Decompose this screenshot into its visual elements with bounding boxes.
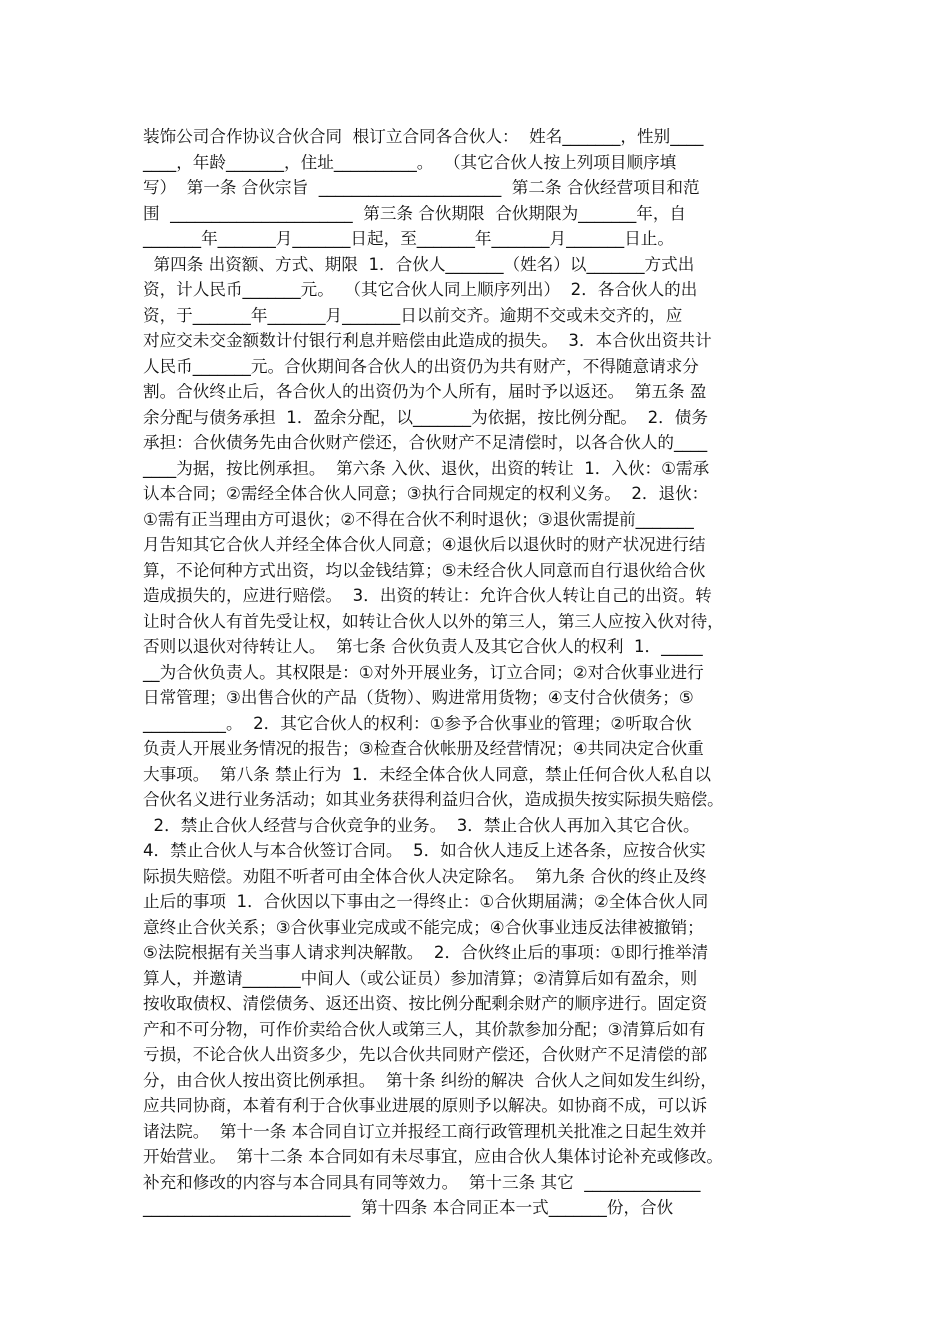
text-line: 合伙名义进行业务活动；如其业务获得利益归合伙，造成损失按实际损失赔偿。 [143,790,724,809]
text-line: 算人，并邀请_______中间人（或公证员）参加清算；②清算后如有盈余，则 [143,968,698,988]
text-line: 承担：合伙债务先由合伙财产偿还，合伙财产不足清偿时，以各合伙人的____ [143,433,708,452]
text-line: __为合伙负责人。其权限是：①对外开展业务，订立合同；②对合伙事业进行 [143,662,704,682]
text-line: 4．禁止合伙人与本合伙签订合同。 5．如合伙人违反上述各条，应按合伙实 [143,841,706,860]
text-line: 割。合伙终止后，各合伙人的出资仍为个人所有，届时予以返还。 第五条 盈 [143,382,707,401]
text-line: 造成损失的，应进行赔偿。 3．出资的转让：允许合伙人转让自己的出资。转 [143,586,712,605]
text-line: 写） 第一条 合伙宗旨 ______________________ 第二条 合伙经营项目和范 [143,178,700,197]
text-line: ____为据，按比例承担。 第六条 入伙、退伙，出资的转让 1．入伙：①需承 [143,458,710,478]
text-line: 2．禁止合伙人经营与合伙竞争的业务。 3．禁止合伙人再加入其它合伙。 [143,815,700,835]
text-line: 装饰公司合作协议合伙合同 根订立合同各合伙人： 姓名_______，性别____ [143,127,704,146]
text-line: ⑤法院根据有关当事人请求判决解散。 2．合伙终止后的事项：①即行推举清 [143,943,709,962]
text-line: 围 ______________________ 第三条 合伙期限 合伙期限为_______年，自 [143,203,687,223]
text-line: 对应交未交金额数计付银行利息并赔偿由此造成的损失。 3．本合伙出资共计 [143,331,712,350]
text-line: 应共同协商，本着有利于合伙事业进展的原则予以解决。如协商不成，可以诉 [143,1096,708,1115]
contract-body [143,124,811,1221]
text-line: 亏损，不论合伙人出资多少，先以合伙共同财产偿还，合伙财产不足清偿的部 [143,1045,708,1064]
text-line: 分，由合伙人按出资比例承担。 第十条 纠纷的解决 合伙人之间如发生纠纷， [143,1070,717,1090]
text-line: 按收取债权、清偿债务、返还出资、按比例分配剩余财产的顺序进行。固定资 [143,994,708,1013]
text-line: 诸法院。 第十一条 本合同自订立并报经工商行政管理机关批准之日起生效并 [143,1121,707,1141]
text-line: 人民币_______元。合伙期间各合伙人的出资仍为共有财产，不得随意请求分 [143,356,699,376]
text-line: 际损失赔偿。劝阻不听者可由全体合伙人决定除名。 第九条 合伙的终止及终 [143,866,707,886]
text-line: ①需有正当理由方可退伙；②不得在合伙不利时退伙；③退伙需提前_______ [143,509,694,529]
text-line: 负责人开展业务情况的报告；③检查合伙帐册及经营情况；④共同决定合伙重 [143,739,704,758]
text-line: 止后的事项 1．合伙因以下事由之一得终止：①合伙期届满；②全体合伙人同 [143,892,709,911]
text-line: 让时合伙人有首先受让权，如转让合伙人以外的第三人，第三人应按入伙对待， [143,611,724,631]
text-line: 认本合同；②需经全体合伙人同意；③执行合同规定的权利义务。 2．退伙： [143,484,709,503]
text-line: 资，于_______年_______月_______日以前交齐。逾期不交或未交齐的，应 [143,305,683,325]
text-line: 第四条 出资额、方式、期限 1．合伙人_______（姓名）以_______方式出 [143,254,695,274]
text-line: 开始营业。 第十二条 本合同如有未尽事宜，应由合伙人集体讨论补充或修改。 [143,1147,724,1166]
text-line: 算，不论何种方式出资，均以金钱结算；⑤未经合伙人同意而自行退伙给合伙 [143,560,706,580]
text-line: __________。 2．其它合伙人的权利：①参予合伙事业的管理；②听取合伙 [143,713,692,733]
text-line: 月告知其它合伙人并经全体合伙人同意；④退伙后以退伙时的财产状况进行结 [143,535,706,554]
text-line: 大事项。 第八条 禁止行为 1．未经全体合伙人同意，禁止任何合伙人私自以 [143,764,711,784]
text-line: 否则以退伙对待转让人。 第七条 合伙负责人及其它合伙人的权利 1．_____ [143,637,703,656]
text-line: 产和不可分物，可作价卖给合伙人或第三人，其价款参加分配；③清算后如有 [143,1019,706,1039]
text-line: 意终止合伙关系；③合伙事业完成或不能完成；④合伙事业违反法律被撤销； [143,917,704,937]
text-line: 日常管理；③出售合伙的产品（货物）、购进常用货物；④支付合伙债务；⑤ [143,688,694,707]
text-line: _______年_______月_______日起，至_______年_______月_______日止。 [143,229,674,248]
text-line: ____，年龄_______，住址__________。 （其它合伙人按上列项目顺序填 [143,152,677,172]
text-line: 资，计人民币_______元。 （其它合伙人同上顺序列出） 2．各合伙人的出 [143,280,698,299]
text-line: _________________________ 第十四条 本合同正本一式_______份，合伙 [143,1198,674,1217]
text-line: 补充和修改的内容与本合同具有同等效力。 第十三条 其它 ______________ [143,1172,701,1192]
text-line: 余分配与债务承担 1．盈余分配，以_______为依据，按比例分配。 2．债务 [143,407,708,427]
